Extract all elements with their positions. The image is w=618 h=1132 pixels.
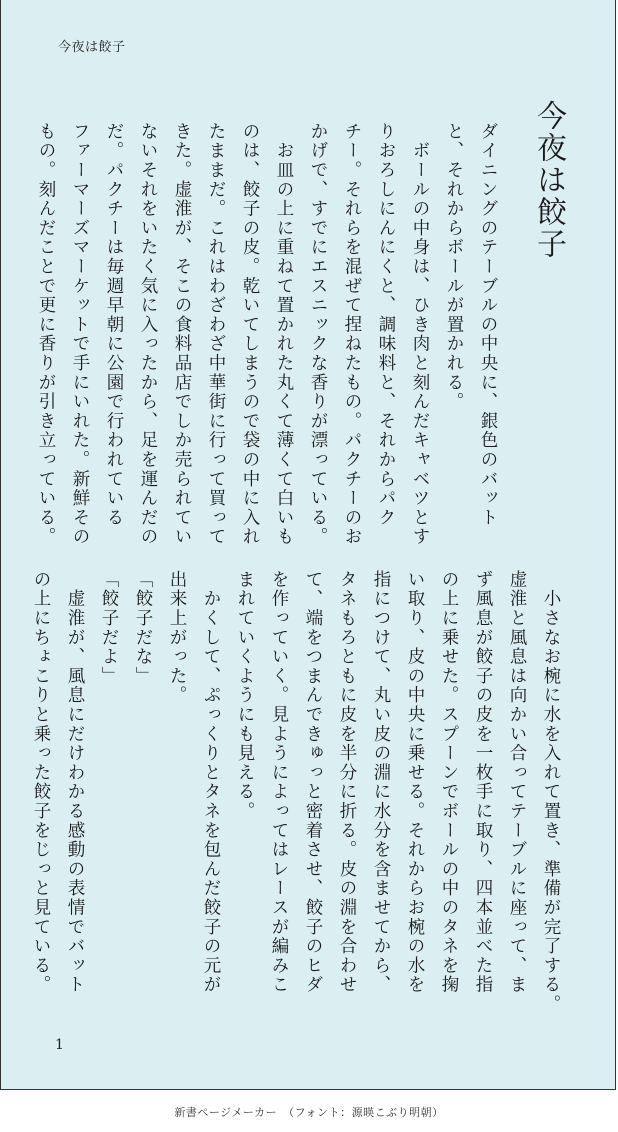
text-line: 「餃子だよ」: [99, 570, 119, 686]
text-line: だ。パクチーは毎週早朝に公園で行われている: [104, 122, 124, 528]
text-line: 小さなお椀に水を入れて置き、準備が完了する。: [541, 570, 561, 1014]
chapter-title: 今夜は餃子: [531, 100, 566, 260]
text-line: て、端をつまんできゅっと密着させ、餃子のヒダ: [303, 570, 323, 995]
text-line: ないそれをいたく気に入ったから、足を運んだの: [138, 122, 158, 547]
text-line: かげで、すでにエスニックな香りが漂っている。: [308, 122, 328, 547]
text-line: かくして、ぷっくりとタネを包んだ餃子の元が: [201, 570, 221, 995]
text-line: 虚淮と風息は向かい合ってテーブルに座って、ま: [507, 570, 527, 995]
text-line: 「餃子だな」: [133, 570, 153, 686]
text-line: たままだ。これはわざわざ中華街に行って買って: [206, 122, 226, 547]
text-line: りおろしにんにくと、調味料と、それからパク: [376, 122, 396, 528]
text-line: ファーマーズマーケットで手にいれた。新鮮その: [70, 122, 90, 547]
text-line: 指につけて、丸い皮の淵に水分を含ませてから、: [371, 570, 391, 995]
text-line: の上に乗せた。スプーンでボールの中のタネを掬: [439, 570, 459, 995]
text-line: ダイニングのテーブルの中央に、銀色のバット: [478, 122, 498, 528]
text-line: のは、餃子の皮。乾いてしまうので袋の中に入れ: [240, 122, 260, 547]
text-line: タネもろともに皮を半分に折る。皮の淵を合わせ: [337, 570, 357, 995]
text-line: 虚淮が、風息にだけわかる感動の表情でバット: [65, 570, 85, 995]
text-line: まれていくようにも見える。: [235, 570, 255, 821]
footer-credit: 新書ページメーカー （フォント：源暎こぶり明朝）: [174, 1106, 444, 1119]
text-line: い取り、皮の中央に乗せる。それからお椀の水を: [405, 570, 425, 995]
text-line: を作っていく。見ようによってはレースが編みこ: [269, 570, 289, 995]
page-number: 1: [55, 1037, 64, 1053]
text-line: きた。虚淮が、そこの食料品店でしか売られてい: [172, 122, 192, 547]
text-line: ボールの中身は、ひき肉と刻んだキャベツとす: [410, 122, 430, 547]
text-line: お皿の上に重ねて置かれた丸くて薄くて白いも: [274, 122, 294, 547]
upper-text-block: [29, 122, 505, 547]
text-line: チー。それらを混ぜて捏ねたもの。パクチーのお: [342, 122, 362, 547]
text-line: もの。刻んだことで更に香りが引き立っている。: [36, 122, 56, 547]
lower-text-block: [24, 570, 568, 1014]
text-line: 出来上がった。: [167, 570, 187, 706]
text-line: の上にちょこりと乗った餃子をじっと見ている。: [31, 570, 51, 995]
text-line: ず風息が餃子の皮を一枚手に取り、四本並べた指: [473, 570, 493, 995]
running-head: 今夜は餃子: [58, 40, 126, 55]
text-line: と、それからボールが置かれる。: [444, 122, 464, 412]
